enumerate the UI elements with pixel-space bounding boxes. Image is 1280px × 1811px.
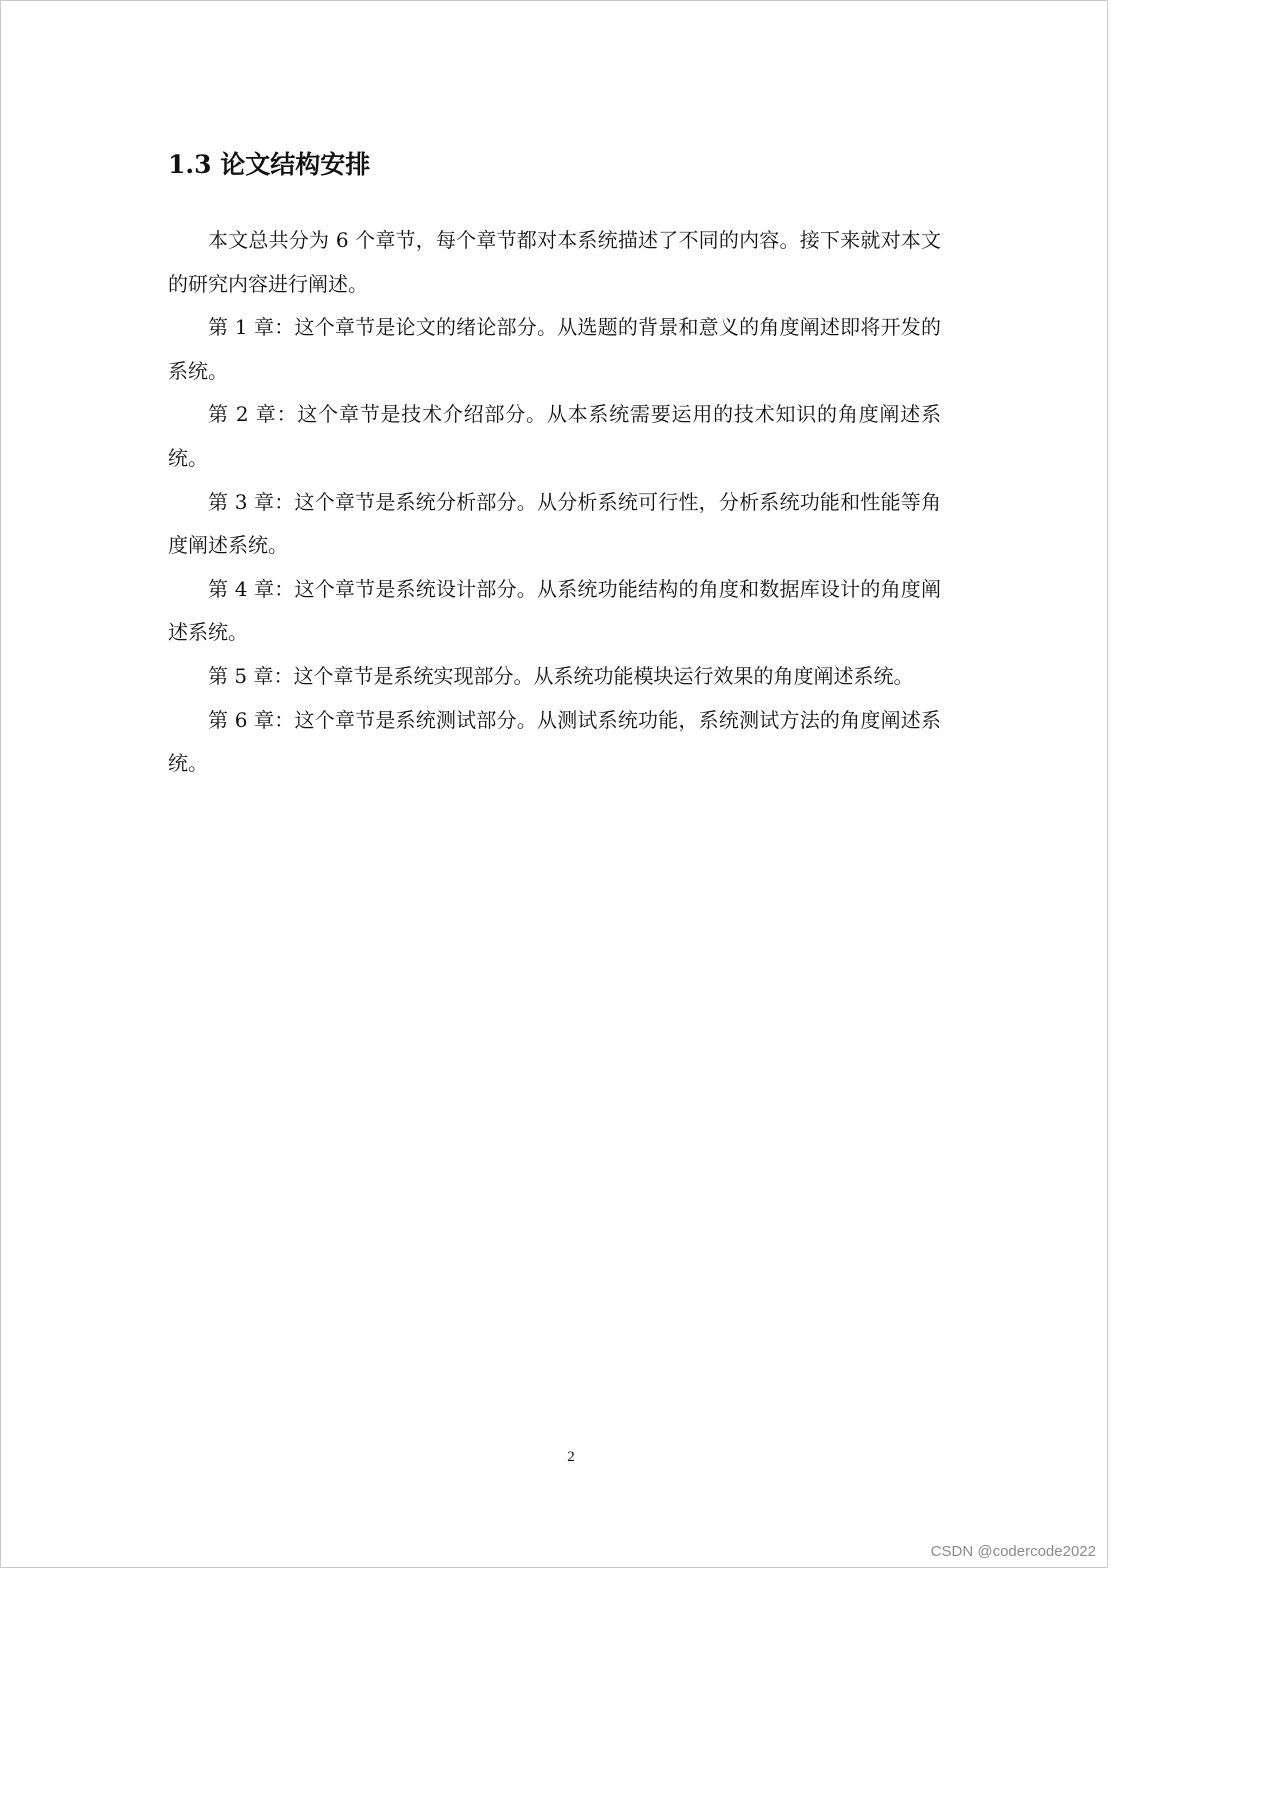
section-heading: 1.3 论文结构安排 [168,150,371,179]
intro-paragraph: 本文总共分为 6 个章节，每个章节都对本系统描述了不同的内容。接下来就对本文的研究内容进行阐述。 [168,228,941,296]
csdn-watermark: CSDN @codercode2022 [930,1543,1096,1560]
chapter-2-paragraph: 第 2 章：这个章节是技术介绍部分。从本系统需要运用的技术知识的角度阐述系统。 [168,402,941,470]
section-body [168,219,941,786]
chapter-4-paragraph: 第 4 章：这个章节是系统设计部分。从系统功能结构的角度和数据库设计的角度阐述系统。 [168,576,941,645]
page-number: 2 [567,1449,575,1465]
chapter-6-paragraph: 第 6 章：这个章节是系统测试部分。从测试系统功能，系统测试方法的角度阐述系统。 [168,707,941,776]
chapter-5-paragraph: 第 5 章：这个章节是系统实现部分。从系统功能模块运行效果的角度阐述系统。 [208,663,914,688]
chapter-3-paragraph: 第 3 章：这个章节是系统分析部分。从分析系统可行性，分析系统功能和性能等角度阐述系统。 [168,489,941,558]
chapter-1-paragraph: 第 1 章：这个章节是论文的绪论部分。从选题的背景和意义的角度阐述即将开发的系统。 [168,315,941,383]
